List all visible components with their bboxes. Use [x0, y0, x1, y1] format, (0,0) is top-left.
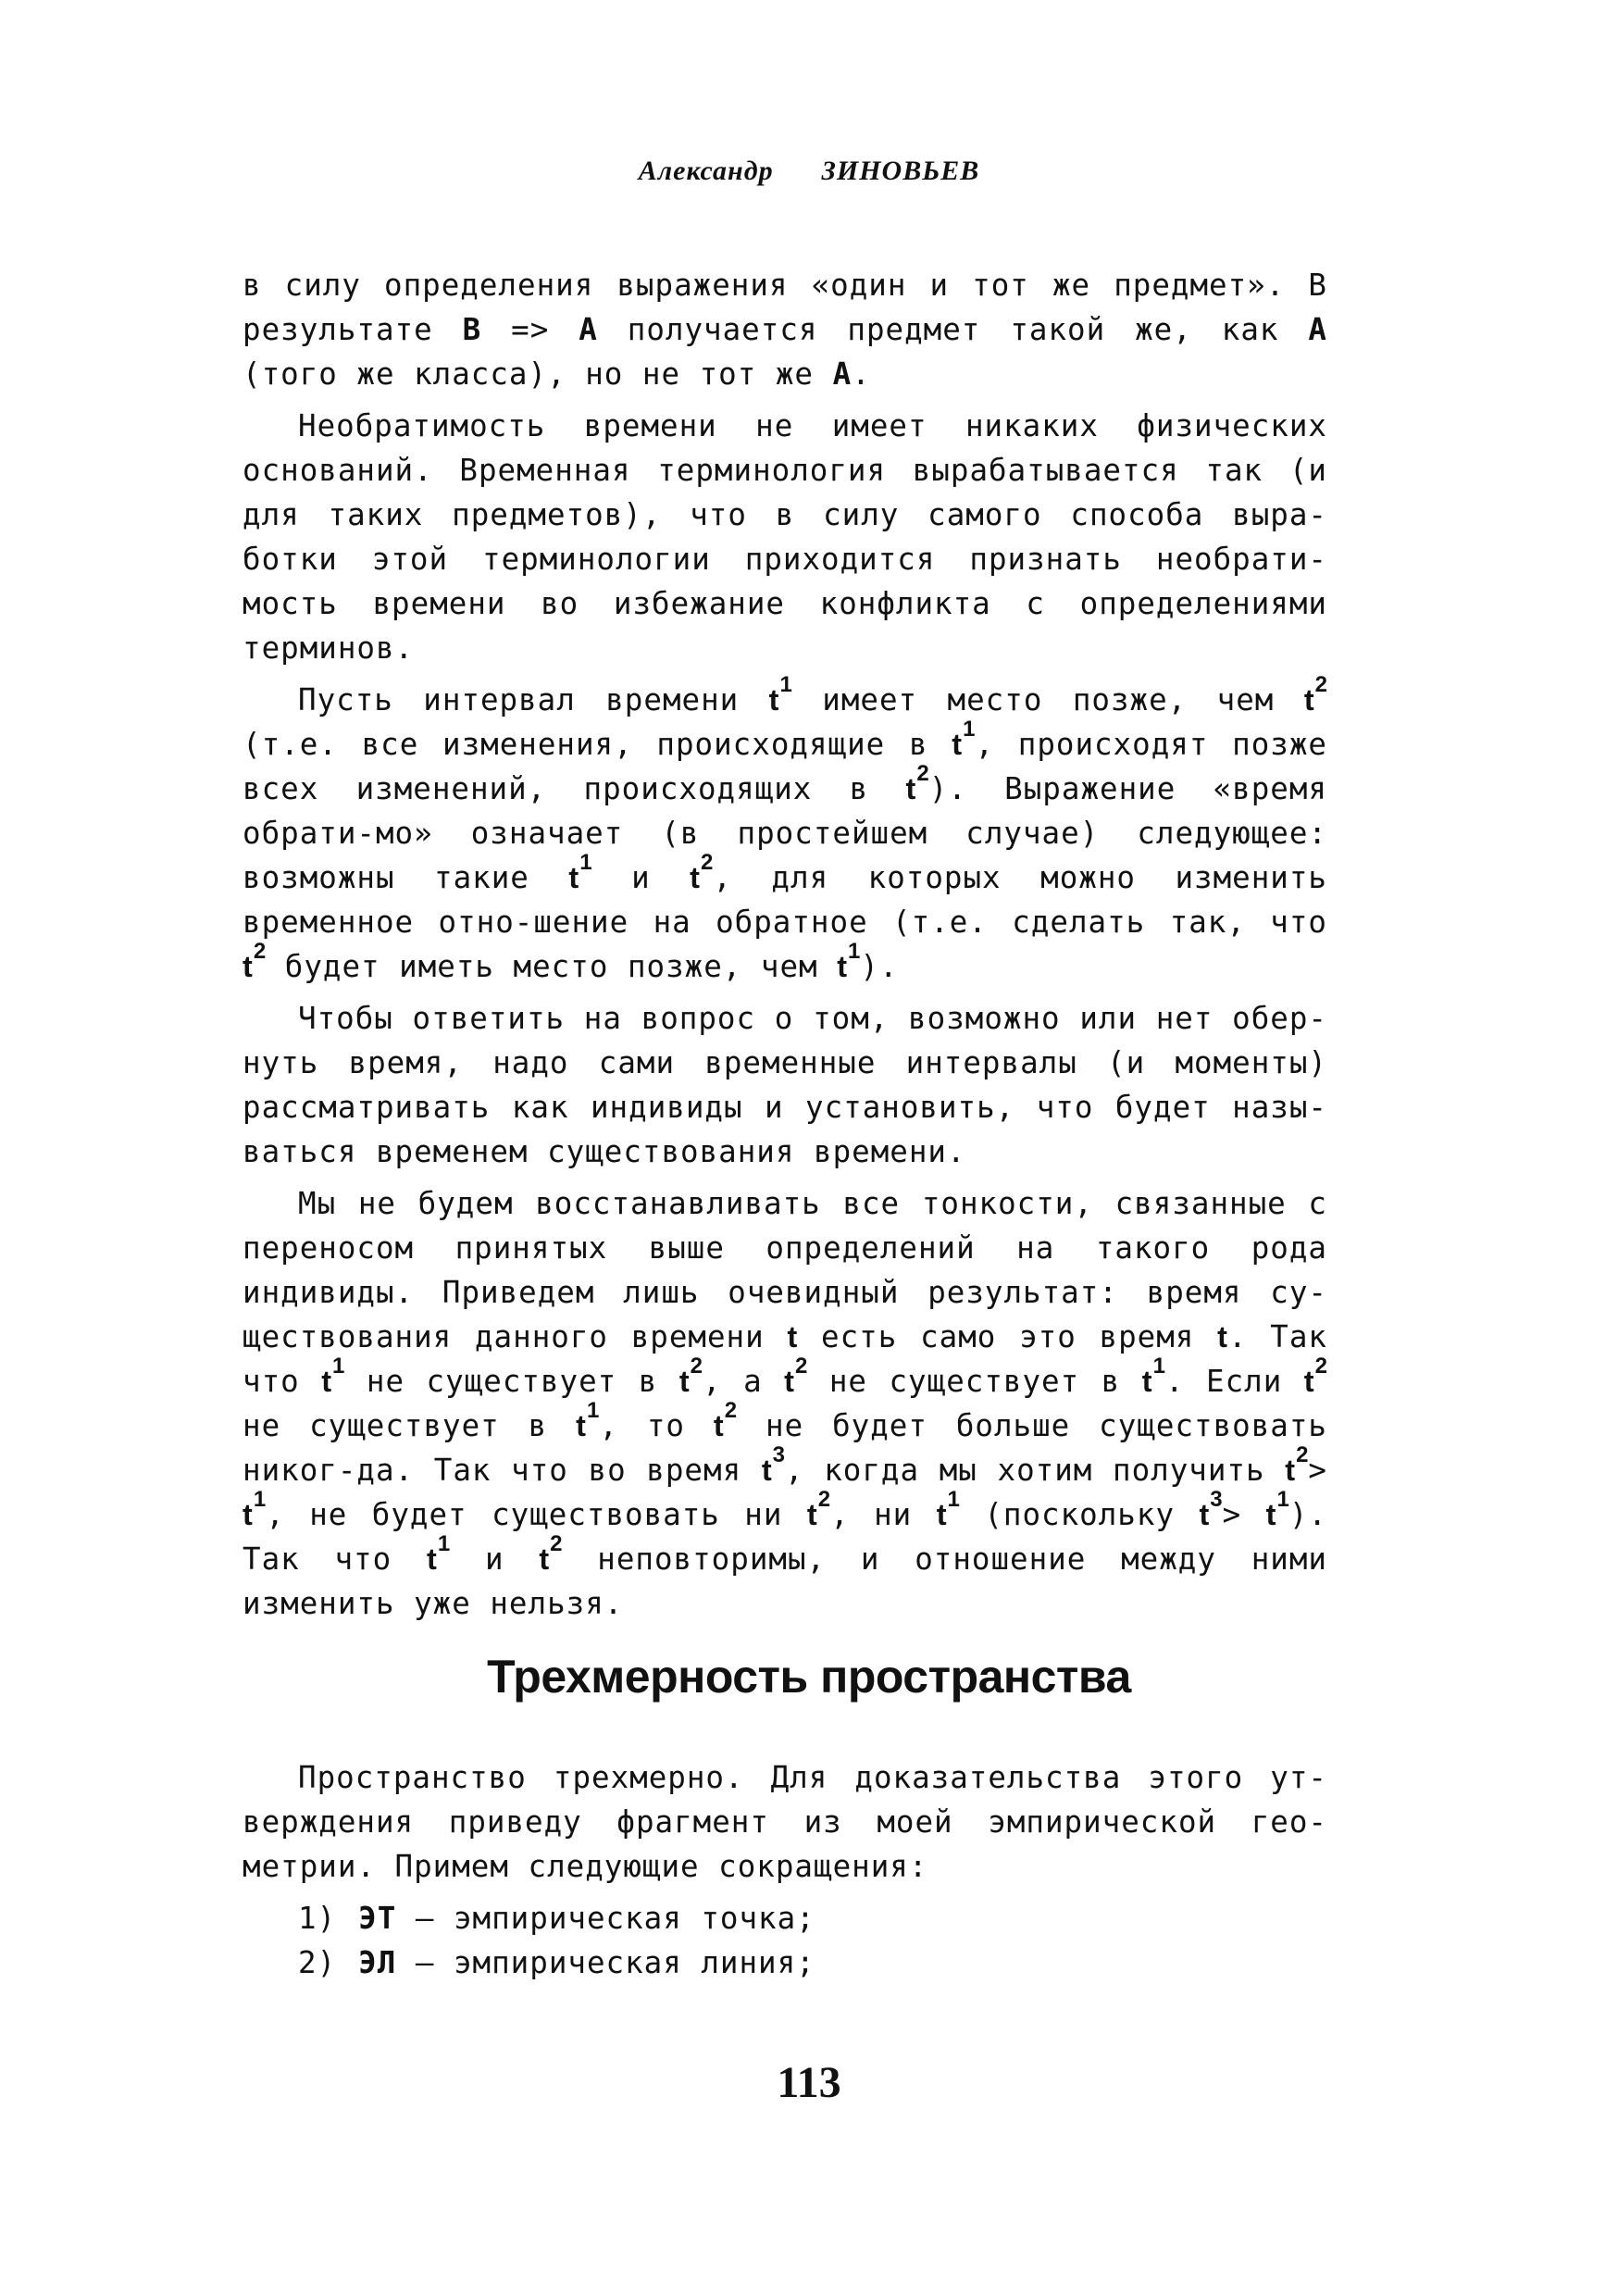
- superscript-index: 3: [772, 1442, 785, 1467]
- time-symbol: t: [1285, 1454, 1297, 1487]
- text-run: =>: [481, 312, 579, 347]
- text-run: , то: [599, 1408, 714, 1443]
- time-symbol: t: [576, 1409, 587, 1442]
- text-run: имеет место позже, чем: [791, 682, 1304, 718]
- time-symbol: t: [678, 1365, 691, 1398]
- time-symbol: t: [784, 1365, 795, 1398]
- time-symbol: t: [713, 1409, 725, 1442]
- time-symbol: t: [952, 728, 964, 761]
- superscript-index: 1: [1152, 1354, 1165, 1379]
- superscript-index: 2: [550, 1531, 563, 1556]
- superscript-index: 1: [332, 1354, 345, 1379]
- time-symbol: t: [787, 1320, 799, 1354]
- superscript-index: 3: [1210, 1487, 1223, 1512]
- time-symbol: t: [1303, 683, 1315, 717]
- time-symbol: t: [806, 1498, 818, 1531]
- superscript-index: 2: [701, 850, 714, 875]
- body-text: [243, 263, 1327, 1633]
- text-run: и: [450, 1541, 540, 1577]
- bold-term: А: [579, 312, 598, 347]
- text-run: не существует в: [344, 1364, 679, 1399]
- text-run: будет иметь место позже, чем: [266, 949, 838, 984]
- text-run: , для которых можно изменить временное отно-шение на обратное (т.е. сделать так, что: [243, 860, 1327, 940]
- text-run: , а: [703, 1364, 785, 1399]
- time-symbol: t: [905, 772, 917, 805]
- time-symbol: t: [243, 950, 254, 983]
- time-symbol: t: [426, 1542, 438, 1576]
- time-symbol: t: [1217, 1320, 1228, 1354]
- author-first-name: Александр: [638, 156, 774, 186]
- time-symbol: t: [243, 1498, 254, 1531]
- page-number: 113: [777, 2058, 841, 2107]
- time-symbol: t: [1265, 1498, 1277, 1531]
- time-symbol: t: [539, 1542, 551, 1576]
- text-run: ). Так что: [243, 1497, 1327, 1577]
- time-symbol: t: [568, 861, 580, 894]
- text-run: . Так что: [243, 1319, 1327, 1399]
- time-symbol: t: [936, 1498, 948, 1531]
- superscript-index: 2: [794, 1354, 808, 1379]
- paragraph-1: [243, 263, 1327, 396]
- text-run: , когда мы хотим получить: [785, 1453, 1286, 1488]
- list-item-text: — эмпирическая точка;: [396, 1901, 815, 1936]
- text-run: есть само это время: [798, 1319, 1218, 1354]
- time-symbol: t: [1199, 1498, 1211, 1531]
- section-heading: Трехмерность пространства: [487, 1651, 1131, 1703]
- text-run: не существует в: [807, 1364, 1142, 1399]
- list-item: [243, 1940, 1327, 1985]
- superscript-index: 1: [963, 717, 976, 742]
- paragraph-2: Необратимость времени не имеет никаких физических оснований. Временная терминология вырабатывается так (и для таких предметов), что в силу самого способа выра-ботки этой терминологии приходится признать необрати-мость времени во избежание конфликта с определениями терминов.: [243, 408, 1327, 666]
- time-symbol: t: [837, 950, 849, 983]
- text-run: >: [1308, 1453, 1327, 1488]
- text-run: . Если: [1164, 1364, 1304, 1399]
- list-item-abbreviation: ЭЛ: [358, 1945, 397, 1980]
- text-run: не существует в: [243, 1408, 577, 1443]
- list-item-text: — эмпирическая линия;: [396, 1945, 815, 1980]
- superscript-index: 2: [724, 1398, 738, 1423]
- superscript-index: 2: [1314, 672, 1327, 697]
- time-symbol: t: [761, 1454, 773, 1487]
- list-item-number: 2): [298, 1945, 337, 1980]
- bold-term: А: [832, 356, 853, 392]
- text-run: (поскольку: [959, 1497, 1200, 1532]
- text-run: .: [852, 356, 871, 392]
- running-head: [0, 156, 1618, 187]
- text-run: (того же класса), но не тот же: [243, 356, 833, 392]
- text-run: Пусть интервал времени: [298, 682, 769, 718]
- superscript-index: 1: [586, 1398, 600, 1423]
- superscript-index: 1: [1276, 1487, 1289, 1512]
- superscript-index: 1: [848, 939, 861, 964]
- text-run: , не будет существовать ни: [266, 1497, 807, 1532]
- text-run: (т.е. все изменения, происходящие в: [243, 727, 952, 762]
- superscript-index: 2: [1296, 1442, 1309, 1467]
- time-symbol: t: [768, 683, 780, 717]
- bold-term: В: [462, 312, 482, 347]
- superscript-index: 2: [916, 761, 929, 786]
- superscript-index: 2: [253, 939, 267, 964]
- time-symbol: t: [690, 861, 701, 894]
- section-intro: Пространство трехмерно. Для доказательства этого ут-верждения приведу фрагмент из моей эмпирической гео-метрии. Примем следующие сокращения:: [243, 1760, 1327, 1884]
- superscript-index: 1: [947, 1487, 960, 1512]
- author-last-name: ЗИНОВЬЕВ: [821, 156, 980, 186]
- list-item-abbreviation: ЭТ: [358, 1901, 397, 1936]
- text-run: в силу определения выражения «один и тот же предмет».: [243, 268, 1286, 303]
- paragraph-3: [243, 672, 1327, 989]
- time-symbol: t: [1141, 1365, 1153, 1398]
- list-item-number: 1): [298, 1901, 337, 1936]
- text-run: >: [1222, 1497, 1266, 1532]
- paragraph-5: [243, 1181, 1327, 1626]
- superscript-index: 1: [579, 850, 592, 875]
- time-symbol: t: [321, 1365, 333, 1398]
- list-item: [243, 1896, 1327, 1940]
- text-run: не будет больше существовать никог-да. Так что во время: [243, 1408, 1327, 1488]
- superscript-index: 1: [437, 1531, 451, 1556]
- superscript-index: 1: [253, 1487, 267, 1512]
- superscript-index: 2: [817, 1487, 831, 1512]
- text-run: и: [591, 860, 691, 895]
- text-run: , происходят позже всех изменений, происходящих в: [243, 727, 1327, 806]
- text-run: Мы не будем восстанавливать все тонкости, связанные с переносом принятых выше определений на такого рода индивиды. Приведем лишь очевидный результат: время су-ществования данного времени: [243, 1186, 1327, 1354]
- section-body: [243, 1755, 1327, 1985]
- text-run: ).: [860, 949, 899, 984]
- superscript-index: 1: [779, 672, 792, 697]
- superscript-index: 2: [1314, 1354, 1327, 1379]
- superscript-index: 2: [690, 1354, 703, 1379]
- text-run: ). Выражение «время обрати-мо» означает (в простейшем случае) следующее: возможны такие: [243, 771, 1327, 895]
- paragraph-4: Чтобы ответить на вопрос о том, возможно или нет обер-нуть время, надо сами временные интервалы (и моменты) рассматривать как индивиды и установить, что будет назы-ваться временем существования времени.: [243, 1001, 1327, 1169]
- text-run: В результате: [243, 268, 1327, 347]
- text-run: , ни: [830, 1497, 937, 1532]
- bold-term: А: [1308, 312, 1327, 347]
- text-run: получается предмет такой же, как: [597, 312, 1309, 347]
- time-symbol: t: [1303, 1365, 1315, 1398]
- text-run: неповторимы, и отношение между ними изменить уже нельзя.: [243, 1541, 1327, 1621]
